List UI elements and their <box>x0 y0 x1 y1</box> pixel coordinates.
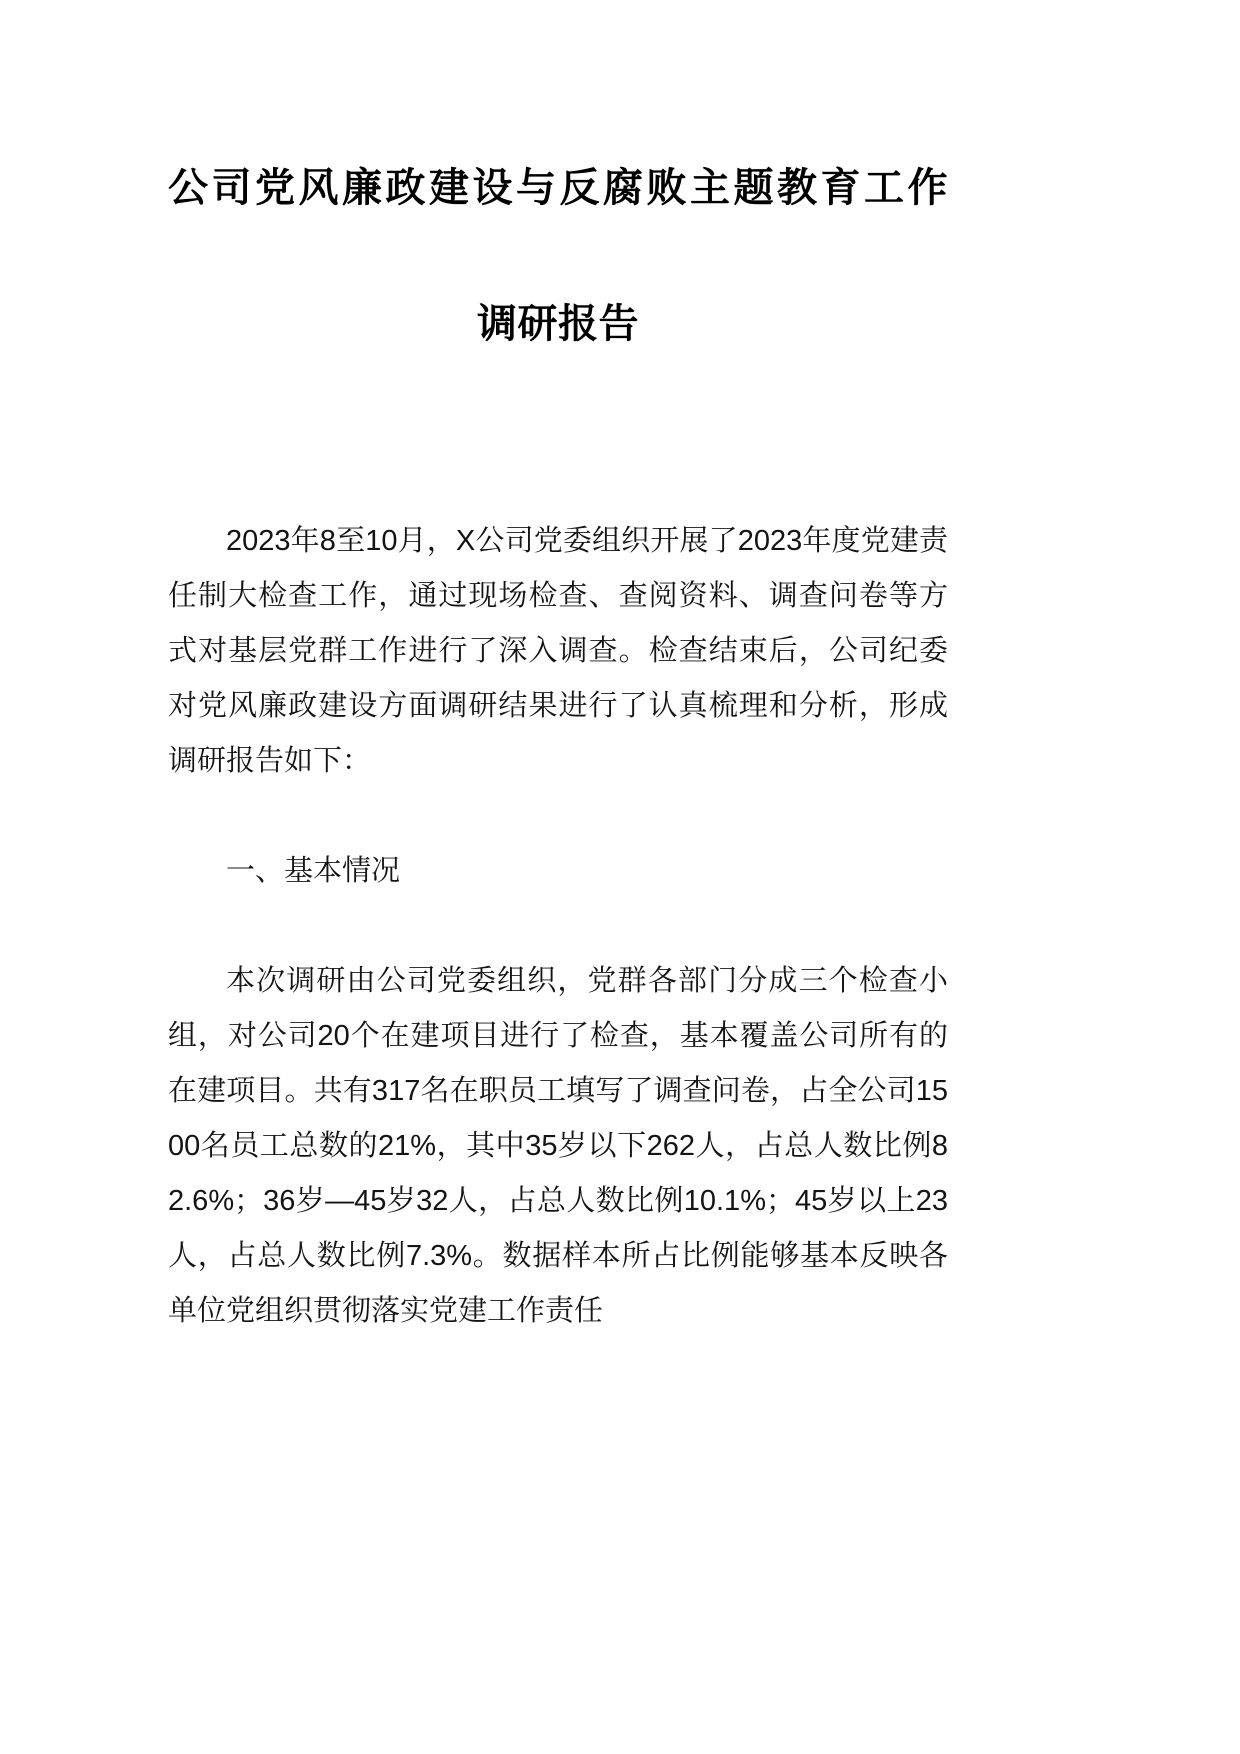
paragraph-basic-situation: 本次调研由公司党委组织，党群各部门分成三个检查小组，对公司20个在建项目进行了检查，基本覆盖公司所有的在建项目。共有317名在职员工填写了调查问卷，占全公司1500名员工总数的21%，其中35岁以下262人，占总人数比例82.6%；36岁—45岁32人，占总人数比例10.1%；45岁以上23人，占总人数比例7.3%。数据样本所占比例能够基本反映各单位党组织贯彻落实党建工作责任 <box>168 965 948 1327</box>
page-title-line-2: 调研报告 <box>477 302 639 346</box>
page-title-line-1: 公司党风廉政建设与反腐败主题教育工作 <box>168 166 948 210</box>
document-body <box>168 344 948 1339</box>
document-content <box>168 0 948 1339</box>
paragraph-intro: 2023年8至10月，X公司党委组织开展了2023年度党建责任制大检查工作，通过现场检查、查阅资料、调查问卷等方式对基层党群工作进行了深入调查。检查结束后，公司纪委对党风廉政建设方面调研结果进行了认真梳理和分析，形成调研报告如下： <box>168 525 948 777</box>
section-heading-basic-situation: 一、基本情况 <box>226 855 401 887</box>
